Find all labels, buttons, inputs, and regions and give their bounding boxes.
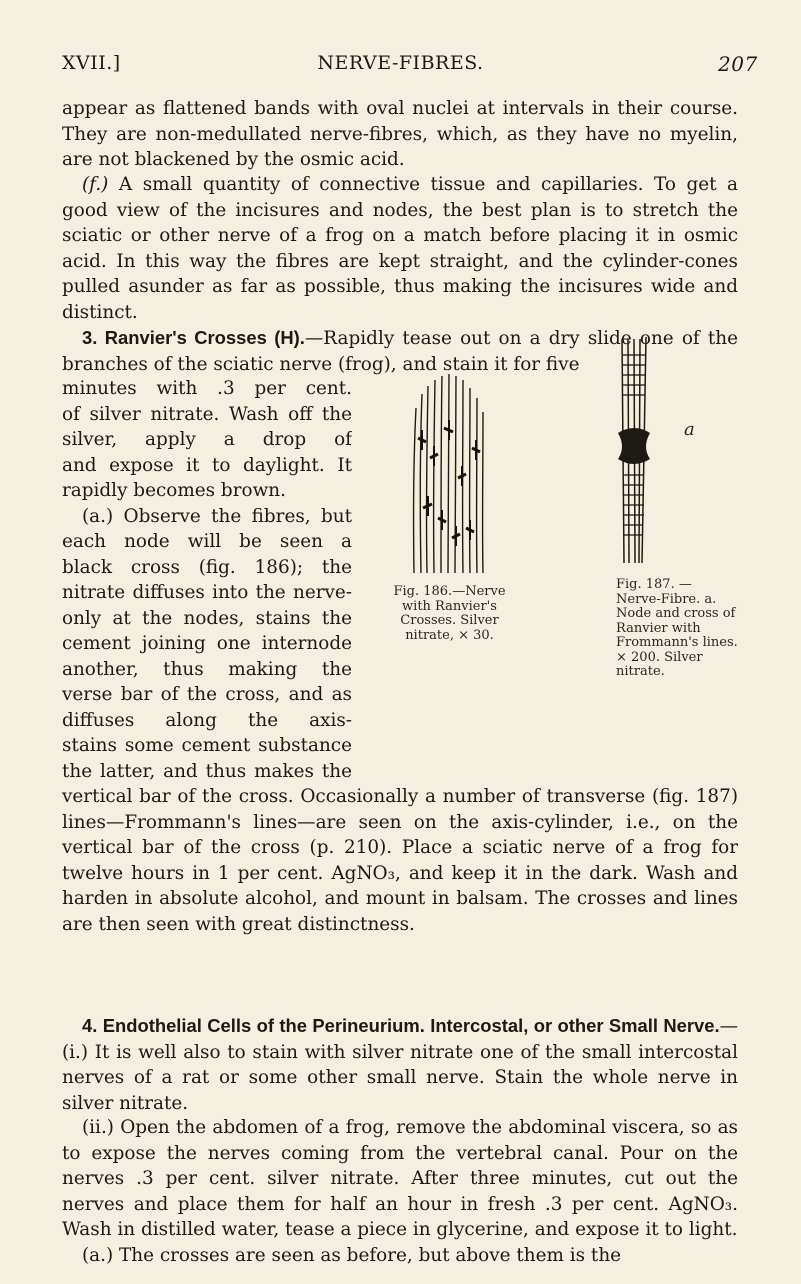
figure-186-caption: Fig. 186.—Nerve with Ranvier's Crosses. Silver nitrate, × 30. (393, 584, 506, 643)
column-line: cement joining one internode (62, 633, 352, 654)
column-line: nitrate diffuses into the nerve- (62, 582, 352, 603)
section-3-continuation: vertical bar of the cross. Occasionally a number of transverse (fig. 187) lines—Frommann's lines—are seen on the axis-cylinder, i.e., on the vertical bar of the cross (p. 210). Place a sciatic nerve of a frog for twelve hours in 1 per cent. AgNO₃, and keep it in the dark. Wash and harden in absolute alcohol, and mount in balsam. The crosses and lines are then seen with great distinctness. (62, 786, 738, 935)
nerve-fibre-illustration (612, 335, 684, 567)
column-line: another, thus making the (62, 658, 352, 680)
chapter-number: XVII.] (62, 52, 121, 74)
paragraph-continuation: appear as flattened bands with oval nuclei at intervals in their course. They are non-medullated nerve-fibres, which, as they have no myelin, are not blackened by the osmic acid. (62, 98, 738, 170)
section-heading: 4. Endothelial Cells of the Perineurium. Intercostal, or other Small Nerve. (82, 1015, 720, 1036)
column-line: only at the nodes, stains the (62, 607, 352, 629)
running-title: NERVE-FIBRES. (317, 52, 484, 74)
column-line: of silver nitrate. Wash off the (62, 403, 352, 425)
column-line: silver, apply a drop of (62, 429, 352, 450)
page-number: 207 (718, 52, 758, 76)
section-4-intro (62, 1013, 738, 1116)
section-3-column (62, 376, 352, 784)
section-4-paragraph-a: (a.) The crosses are seen as before, but above them is the (82, 1245, 622, 1266)
column-line: black cross (fig. 186); the (62, 556, 352, 578)
figure-187-label: a (684, 419, 695, 440)
column-line: rapidly becomes brown. (62, 480, 287, 501)
column-line: and expose it to daylight. It (62, 454, 352, 476)
column-line: minutes with .3 per cent. (62, 378, 352, 399)
column-line: stains some cement substance (62, 735, 352, 756)
column-line: each node will be seen a (62, 531, 352, 552)
paragraph-text: A small quantity of connective tissue and capillaries. To get a good view of the incisures and nodes, the best plan is to stretch the sciatic or other nerve of a frog on a match before placing it in osmic acid. In this way the fibres are kept straight, and the cylinder-cones pulled asunder as far as possible, thus making the incisures wide and distinct. (62, 174, 738, 323)
figure-187-caption: Fig. 187. — Nerve-Fibre. a. Node and cross of Ranvier with Frommann's lines. × 200. Silver nitrate. (616, 577, 738, 679)
paragraph-f (62, 172, 738, 325)
figure-186 (408, 368, 490, 576)
column-line: verse bar of the cross, and as (62, 684, 352, 705)
paragraph-label: (f.) (82, 174, 109, 195)
figure-187 (612, 335, 684, 567)
column-line: the latter, and thus makes the (62, 760, 352, 782)
section-intro-text: —Rapidly tease out on a dry slide one of the branches of the sciatic nerve (frog), and stain it for five (62, 328, 738, 375)
section-4-paragraph-ii: (ii.) Open the abdomen of a frog, remove the abdominal viscera, so as to expose the nerves coming from the vertebral canal. Pour on the nerves .3 per cent. silver nitrate. After three minutes, cut out the nerves and place them for half an hour in fresh .3 per cent. AgNO₃. Wash in distilled water, tease a piece in glycerine, and expose it to light. (62, 1117, 738, 1240)
section-heading: 3. Ranvier's Crosses (H). (82, 327, 305, 348)
column-line: (a.) Observe the fibres, but (82, 505, 352, 527)
section-4-text: —(i.) It is well also to stain with silver nitrate one of the small intercostal nerves of a rat or some other small nerve. Stain the whole nerve in silver nitrate. (62, 1016, 738, 1114)
column-line: diffuses along the axis- (62, 709, 352, 731)
nerve-bundle-illustration (408, 368, 490, 576)
node-cross-mark (618, 428, 650, 464)
